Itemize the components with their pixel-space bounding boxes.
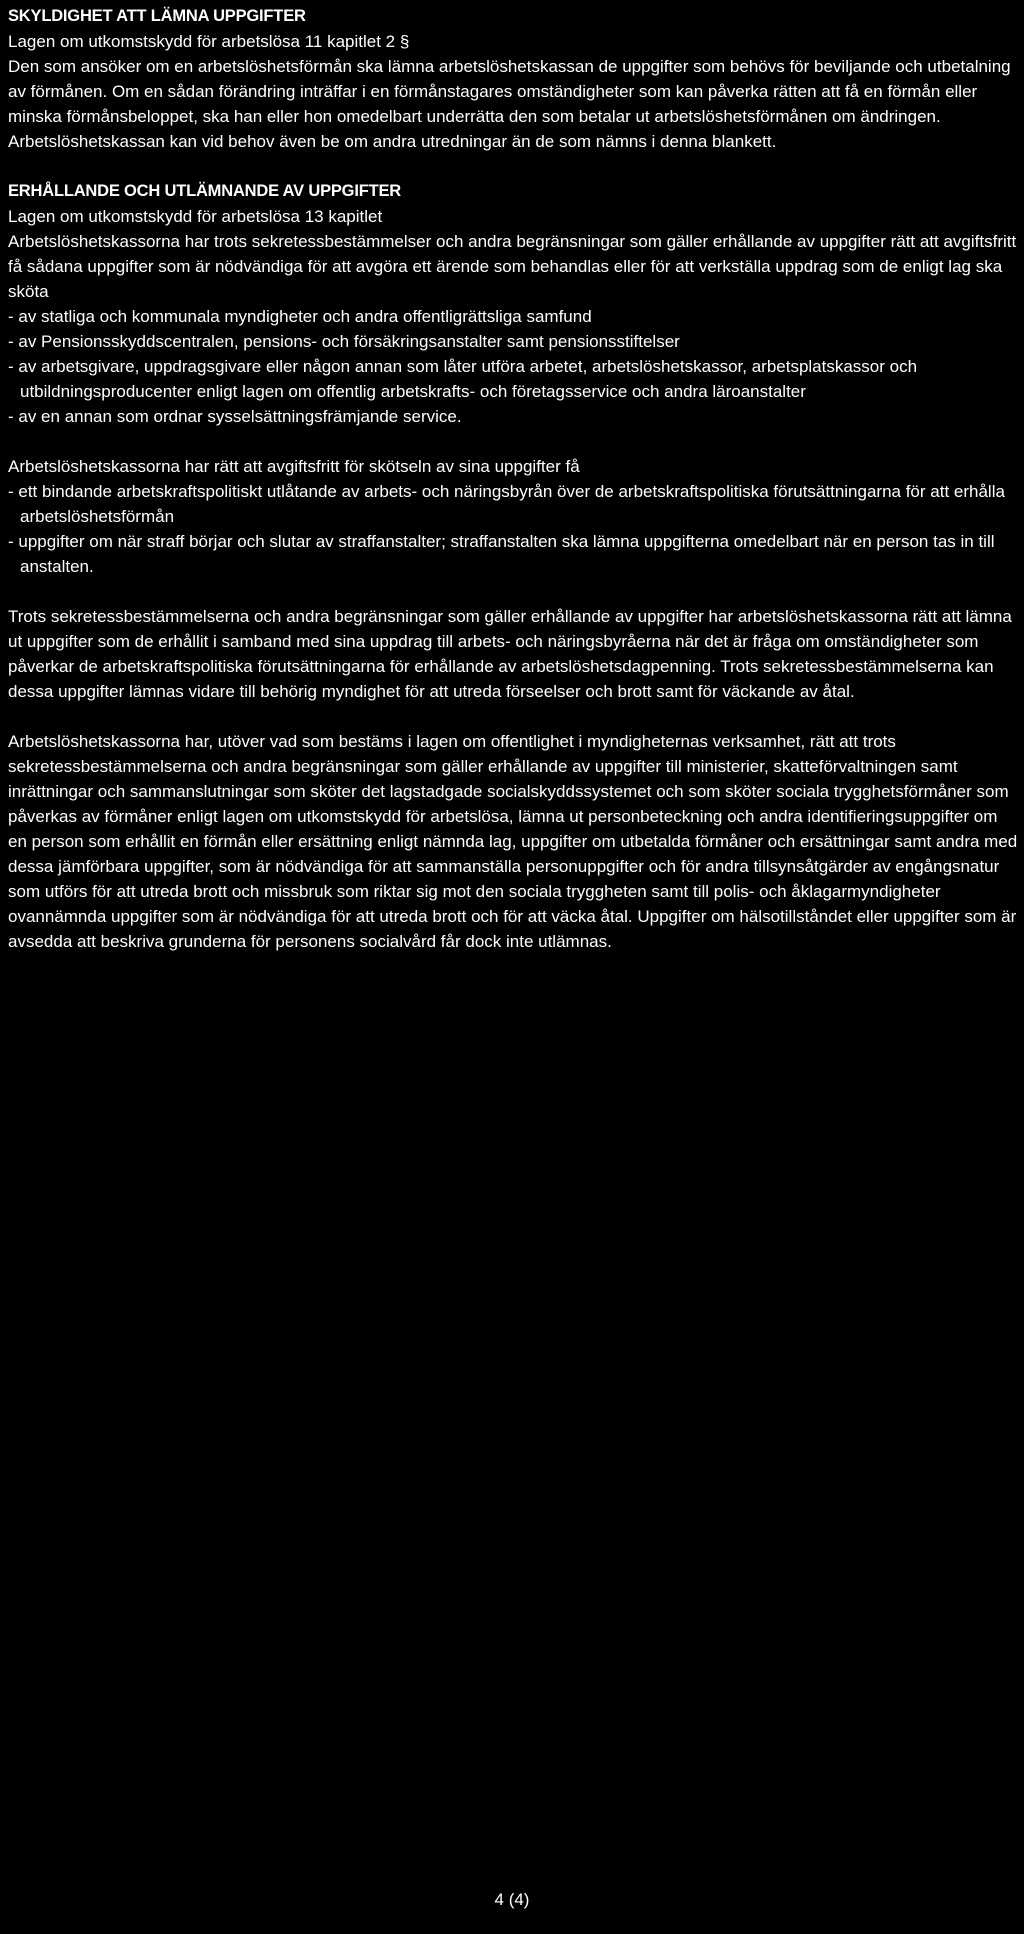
free-of-charge-list: [8, 479, 1020, 579]
section-heading-obligation: SKYLDIGHET ATT LÄMNA UPPGIFTER: [8, 7, 306, 25]
disclosure-to-authorities-paragraph: Arbetslöshetskassorna har, utöver vad som bestäms i lagen om offentlighet i myndigheternas verksamhet, rätt att trots sekretessbestämmelserna och andra begränsningar som gäller erhållande av uppgifter till ministerier, skatteförvaltningen samt inrättningar och sammanslutningar som sköter det lagstadgade socialskyddssystemet och som sköter sociala trygghetsförmåner som påverkas av förmåner enligt lagen om utkomstskydd för arbetslösa, lämna ut personbeteckning och andra identifieringsuppgifter om en person som erhållit en förmån eller ersättning enligt nämnda lag, uppgifter om utbetalda förmåner och ersättningar samt andra med dessa jämförbara uppgifter, som är nödvändiga för att sammanställa personuppgifter och för andra tillsynsåtgärder av engångsnatur som utförs för att utreda brott och missbruk som riktar sig mot den sociala tryggheten samt till polis- och åklagarmyndigheter ovannämnda uppgifter som är nödvändiga för att utreda brott och för att väcka åtal. Uppgifter om hälsotillståndet eller uppgifter som är avsedda att beskriva grunderna för personens socialvård får dock inte utlämnas.: [8, 732, 1018, 951]
list-item: - av statliga och kommunala myndigheter och andra offentligrättsliga samfund: [8, 307, 592, 326]
spacer: [8, 429, 1020, 454]
document-content: [8, 4, 1020, 954]
list-item: - uppgifter om när straff börjar och slutar av straffanstalter; straffanstalten ska lämna uppgifterna omedelbart när en person tas in till anstalten.: [8, 532, 995, 576]
spacer: [8, 704, 1020, 729]
list-item: - ett bindande arbetskraftspolitiskt utlåtande av arbets- och näringsbyrån över de arbetskraftspolitiska förutsättningarna för att erhålla arbetslöshetsförmån: [8, 482, 1005, 526]
free-of-charge-intro: Arbetslöshetskassorna har rätt att avgiftsfritt för skötseln av sina uppgifter få: [8, 457, 580, 476]
spacer: [8, 154, 1020, 179]
list-item: - av en annan som ordnar sysselsättningsfrämjande service.: [8, 407, 462, 426]
law-reference-obligation: Lagen om utkomstskydd för arbetslösa 11 kapitlet 2 §: [8, 32, 410, 51]
sources-list: [8, 304, 1020, 429]
law-reference-disclosure: Lagen om utkomstskydd för arbetslösa 13 kapitlet: [8, 207, 383, 226]
section-heading-disclosure: ERHÅLLANDE OCH UTLÄMNANDE AV UPPGIFTER: [8, 182, 401, 200]
page-number: 4 (4): [494, 1890, 530, 1909]
obligation-paragraph: Den som ansöker om en arbetslöshetsförmån ska lämna arbetslöshetskassan de uppgifter som behövs för beviljande och utbetalning av förmånen. Om en sådan förändring inträffar i en förmånstagares omständigheter som kan påverka rätten att få en förmån eller minska förmånsbeloppet, ska han eller hon omedelbart underrätta den som betalar ut arbetslöshetsförmånen om ändringen. Arbetslöshetskassan kan vid behov även be om andra utredningar än de som nämns i denna blankett.: [8, 57, 1011, 151]
spacer: [8, 579, 1020, 604]
disclosure-intro-paragraph: Arbetslöshetskassorna har trots sekretessbestämmelser och andra begränsningar som gäller erhållande av uppgifter rätt att avgiftsfritt få sådana uppgifter som är nödvändiga för att avgöra ett ärende som behandlas eller för att verkställa uppdrag som de enligt lag ska sköta: [8, 232, 1017, 301]
list-item: - av Pensionsskyddscentralen, pensions- och försäkringsanstalter samt pensionsstiftelser: [8, 332, 680, 351]
list-item: - av arbetsgivare, uppdragsgivare eller någon annan som låter utföra arbetet, arbetslöshetskassor, arbetsplatskassor och utbildningsproducenter enligt lagen om offentlig arbetskrafts- och företagsservice och andra läroanstalter: [8, 357, 918, 401]
disclosure-to-employment-office-paragraph: Trots sekretessbestämmelserna och andra begränsningar som gäller erhållande av uppgifter har arbetslöshetskassorna rätt att lämna ut uppgifter som de erhållit i samband med sina uppdrag till arbets- och näringsbyråerna när det är fråga om omständigheter som påverkar de arbetskraftspolitiska förutsättningarna för erhållande av arbetslöshetsdagpenning. Trots sekretessbestämmelserna kan dessa uppgifter lämnas vidare till behörig myndighet för att utreda förseelser och brott samt för väckande av åtal.: [8, 607, 1012, 701]
